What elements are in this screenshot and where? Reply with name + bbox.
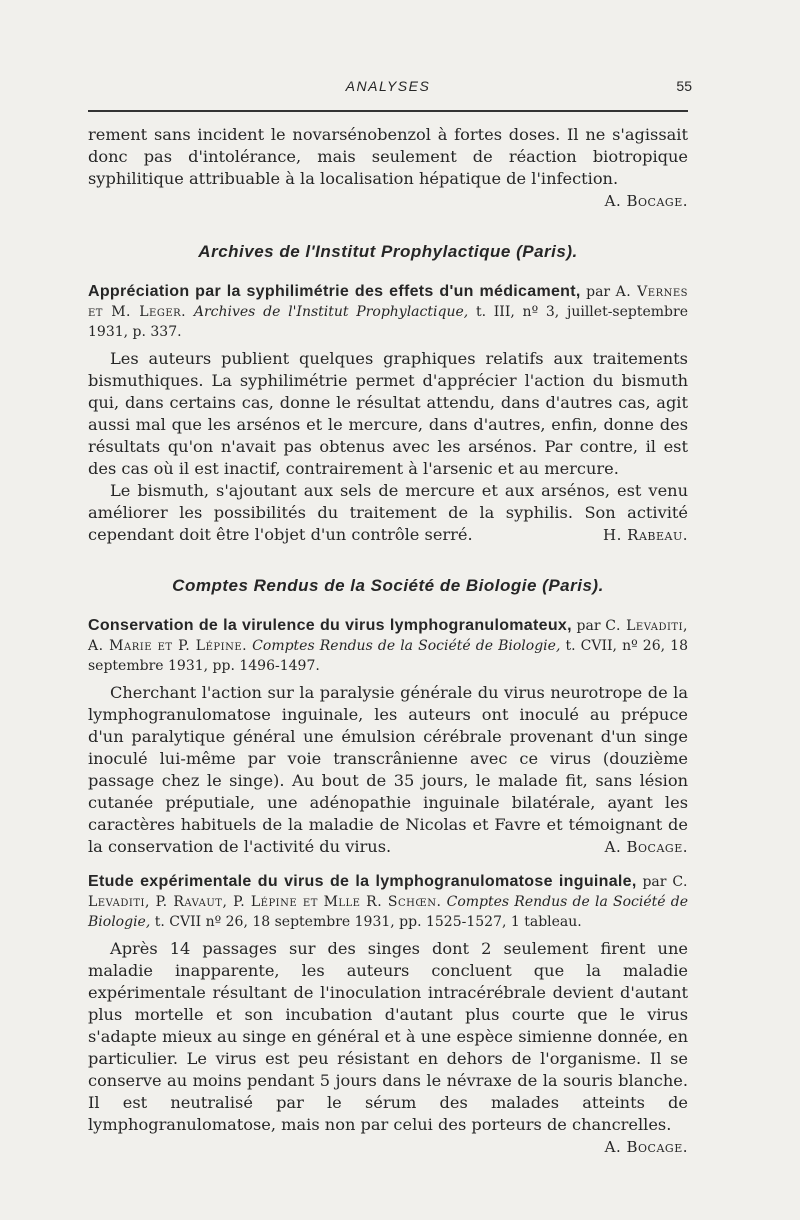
article-header <box>88 616 688 676</box>
running-head <box>88 76 692 98</box>
article-etude <box>88 872 688 1156</box>
article-source: Comptes Rendus de la Société de Biologie, <box>88 894 688 930</box>
article-paragraph-text: Cherchant l'action sur la paralysie générale du virus neurotrope de la lymphogranulomatose inguinale, les auteurs ont inoculé au prépuce d'un paralytique général une émulsion cérébrale provenant d'un singe inoculé lui-même par voie transcrânienne avec ce virus (douzième passage chez le singe). Au bout de 35 jours, le malade fit, sans lésion cutanée préputiale, une adénopathie inguinale bilatérale, ayant les caractères habituels de la maladie de Nicolas et Favre et témoignant de la conservation de l'activité du virus. <box>88 683 688 856</box>
article-header <box>88 872 688 932</box>
intro-signature: A. Bocage. <box>604 192 688 210</box>
article-signature: H. Rabeau. <box>603 526 688 544</box>
article-source: Comptes Rendus de la Société de Biologie, <box>247 638 561 654</box>
journal-heading-archives: Archives de l'Institut Prophylactique (Paris). <box>198 242 578 261</box>
article-paragraph <box>88 480 688 546</box>
running-title: ANALYSES <box>345 78 431 94</box>
article-paragraph-text: Après 14 passages sur des singes dont 2 seulement firent une maladie inapparente, les auteurs concluent que la maladie expérimentale résultant de l'inoculation intracérébrale devient d'autant plus mortelle et son incubation d'autant plus courte que le virus s'adapte mieux au singe en général et à une espèce simienne donnée, en particulier. Le virus est peu résistant en dehors de l'organisme. Il se conserve au moins pendant 5 jours dans le névraxe de la souris blanche. Il est neutralisé par le sérum des malades atteints de lymphogranulomatose, mais non par celui des porteurs de chancrelles. <box>88 939 688 1134</box>
intro-block <box>88 124 688 212</box>
page-number: 55 <box>676 78 692 94</box>
article-signature: A. Bocage. <box>604 838 688 856</box>
article-header <box>88 282 688 342</box>
article-authors: C. Levaditi, P. Ravaut, P. Lépine et Mlle R. Schœn. <box>88 874 688 910</box>
article-paragraph <box>88 938 688 1156</box>
article-signature: A. Bocage. <box>604 1138 688 1156</box>
article-by: par <box>580 284 616 300</box>
article-ref: t. III, nº 3, juillet-septembre 1931, p. 337. <box>88 304 688 340</box>
article-paragraph <box>88 682 688 858</box>
article-paragraph: Les auteurs publient quelques graphiques relatifs aux traitements bismuthiques. La syphilimétrie permet d'apprécier l'action du bismuth qui, dans certains cas, donne le résultat attendu, dans d'autres cas, agit aussi mal que les arsénos et le mercure, dans d'autres, enfin, donne des résultats qu'on n'avait pas obtenus avec les arsénos. Par contre, il est des cas où il est inactif, contrairement à l'arsenic et au mercure. <box>88 349 688 478</box>
article-conservation <box>88 616 688 858</box>
article-paragraph-text: Le bismuth, s'ajoutant aux sels de mercure et aux arsénos, est venu améliorer les possibilités du traitement de la syphilis. Son activité cependant doit être l'objet d'un contrôle serré. <box>88 481 688 544</box>
article-syphilimetrie <box>88 282 688 546</box>
article-ref: t. CVII nº 26, 18 septembre 1931, pp. 1525-1527, 1 tableau. <box>150 914 582 930</box>
journal-heading-comptes-rendus: Comptes Rendus de la Société de Biologie (Paris). <box>172 576 604 595</box>
article-authors: C. Levaditi, A. Marie et P. Lépine. <box>88 618 689 654</box>
article-source: Archives de l'Institut Prophylactique, <box>186 304 469 320</box>
header-rule <box>88 110 688 112</box>
article-title: Etude expérimentale du virus de la lymphogranulomatose inguinale, <box>88 873 637 890</box>
intro-text: rement sans incident le novarsénobenzol à fortes doses. Il ne s'agissait donc pas d'intolérance, mais seulement de réaction biotropique syphilitique attribuable à la localisation hépatique de l'infection. <box>88 125 688 188</box>
article-authors: A. Vernes et M. Leger. <box>88 284 688 320</box>
article-title: Conservation de la virulence du virus lymphogranulomateux, <box>88 617 572 634</box>
article-by: par <box>636 874 673 890</box>
article-ref: t. CVII, nº 26, 18 septembre 1931, pp. 1496-1497. <box>88 638 688 674</box>
article-title: Appréciation par la syphilimétrie des effets d'un médicament, <box>88 283 581 300</box>
article-by: par <box>571 618 606 634</box>
